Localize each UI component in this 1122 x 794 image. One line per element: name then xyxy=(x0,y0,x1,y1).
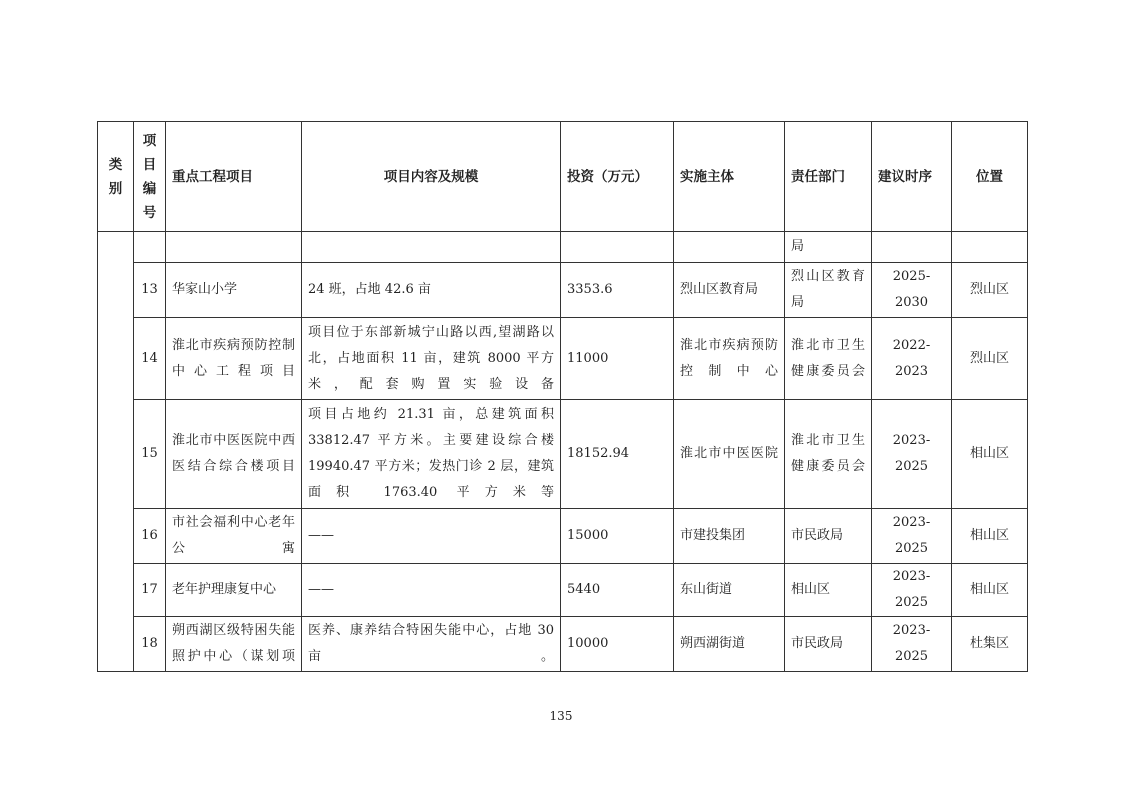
row-implementer: 朔西湖街道 xyxy=(674,617,785,672)
header-content: 项目内容及规模 xyxy=(302,122,561,232)
row-investment xyxy=(561,232,674,263)
table-row xyxy=(98,617,1028,672)
project-table xyxy=(97,121,1028,672)
row-implementer: 东山街道 xyxy=(674,564,785,617)
row-number: 13 xyxy=(134,263,166,318)
row-location: 相山区 xyxy=(952,509,1028,564)
row-schedule: 2025-2030 xyxy=(872,263,952,318)
row-content: 项目位于东部新城宁山路以西,望湖路以北，占地面积 11 亩，建筑 8000 平方米，配套购置实验设备 xyxy=(302,318,561,400)
row-department: 淮北市卫生健康委员会 xyxy=(785,400,872,509)
row-content: 项目占地约 21.31 亩，总建筑面积 33812.47 平方米。主要建设综合楼 19940.47 平方米；发热门诊 2 层，建筑面积 1763.40 平方米等 xyxy=(302,400,561,509)
row-project: 市社会福利中心老年公寓 xyxy=(166,509,302,564)
row-location: 烈山区 xyxy=(952,318,1028,400)
header-schedule: 建议时序 xyxy=(872,122,952,232)
header-department: 责任部门 xyxy=(785,122,872,232)
row-project: 淮北市中医医院中西医结合综合楼项目 xyxy=(166,400,302,509)
table-row xyxy=(98,564,1028,617)
row-location: 相山区 xyxy=(952,400,1028,509)
row-investment: 15000 xyxy=(561,509,674,564)
header-number: 项 目 编 号 xyxy=(134,122,166,232)
row-content: 医养、康养结合特困失能中心，占地 30 亩。 xyxy=(302,617,561,672)
row-investment: 3353.6 xyxy=(561,263,674,318)
row-implementer: 淮北市疾病预防控制中心 xyxy=(674,318,785,400)
header-location: 位置 xyxy=(952,122,1028,232)
row-implementer: 淮北市中医医院 xyxy=(674,400,785,509)
row-number xyxy=(134,232,166,263)
row-schedule: 2023-2025 xyxy=(872,617,952,672)
row-department: 淮北市卫生健康委员会 xyxy=(785,318,872,400)
row-project: 老年护理康复中心 xyxy=(166,564,302,617)
row-schedule xyxy=(872,232,952,263)
row-number: 15 xyxy=(134,400,166,509)
row-investment: 11000 xyxy=(561,318,674,400)
row-department: 局 xyxy=(785,232,872,263)
table-row xyxy=(98,263,1028,318)
category-cell xyxy=(98,232,134,672)
page-number: 135 xyxy=(549,709,573,723)
row-number: 18 xyxy=(134,617,166,672)
table-row xyxy=(98,509,1028,564)
row-content: —— xyxy=(302,509,561,564)
row-location: 杜集区 xyxy=(952,617,1028,672)
row-project xyxy=(166,232,302,263)
table-row xyxy=(98,400,1028,509)
row-location: 烈山区 xyxy=(952,263,1028,318)
row-project: 华家山小学 xyxy=(166,263,302,318)
row-content: —— xyxy=(302,564,561,617)
header-project: 重点工程项目 xyxy=(166,122,302,232)
row-investment: 5440 xyxy=(561,564,674,617)
row-content xyxy=(302,232,561,263)
row-schedule: 2023-2025 xyxy=(872,564,952,617)
row-schedule: 2023-2025 xyxy=(872,400,952,509)
table-row xyxy=(98,318,1028,400)
row-investment: 18152.94 xyxy=(561,400,674,509)
table-row xyxy=(98,232,1028,263)
header-category: 类 别 xyxy=(98,122,134,232)
row-implementer: 市建投集团 xyxy=(674,509,785,564)
row-number: 14 xyxy=(134,318,166,400)
header-implementer: 实施主体 xyxy=(674,122,785,232)
header-row xyxy=(98,122,1028,232)
row-department: 相山区 xyxy=(785,564,872,617)
row-implementer: 烈山区教育局 xyxy=(674,263,785,318)
row-content: 24 班，占地 42.6 亩 xyxy=(302,263,561,318)
header-investment: 投资（万元） xyxy=(561,122,674,232)
row-investment: 10000 xyxy=(561,617,674,672)
row-department: 烈山区教育局 xyxy=(785,263,872,318)
row-number: 17 xyxy=(134,564,166,617)
row-location: 相山区 xyxy=(952,564,1028,617)
row-project: 朔西湖区级特困失能照护中心（谋划项 xyxy=(166,617,302,672)
row-schedule: 2023-2025 xyxy=(872,509,952,564)
row-number: 16 xyxy=(134,509,166,564)
row-department: 市民政局 xyxy=(785,617,872,672)
row-schedule: 2022-2023 xyxy=(872,318,952,400)
row-project: 淮北市疾病预防控制中心工程项目 xyxy=(166,318,302,400)
row-implementer xyxy=(674,232,785,263)
row-location xyxy=(952,232,1028,263)
row-department: 市民政局 xyxy=(785,509,872,564)
